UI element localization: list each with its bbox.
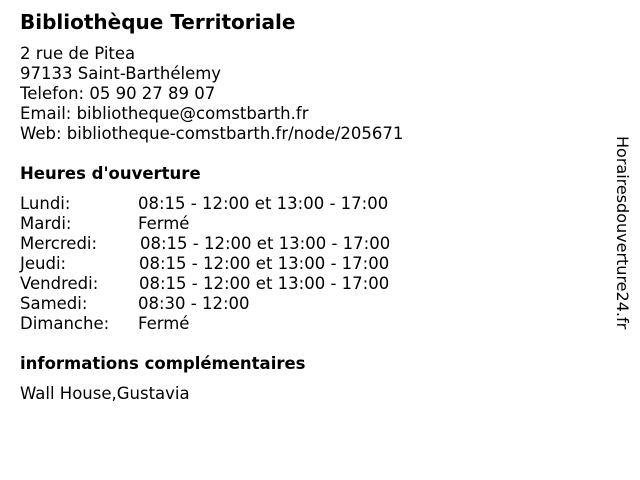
- hours-row: [20, 194, 440, 214]
- day-hours: Fermé: [138, 214, 190, 233]
- day-label: Samedi:: [20, 294, 88, 313]
- site-watermark: Horairesdouverture24.fr: [613, 136, 632, 330]
- phone-number: Telefon: 05 90 27 89 07: [20, 84, 216, 103]
- day-label: Vendredi:: [20, 274, 99, 293]
- website-address: Web: bibliotheque-comstbarth.fr/node/205671: [20, 124, 404, 143]
- info-text: Wall House,Gustavia: [20, 384, 190, 403]
- street-address: 2 rue de Pitea: [20, 44, 136, 63]
- city-address: 97133 Saint-Barthélemy: [20, 64, 222, 83]
- day-hours: Fermé: [138, 314, 190, 333]
- page-title: Bibliothèque Territoriale: [20, 10, 296, 34]
- day-hours: 08:15 - 12:00 et 13:00 - 17:00: [138, 194, 389, 213]
- hours-row: [20, 294, 440, 314]
- hours-row: [20, 234, 440, 254]
- day-label: Dimanche:: [20, 314, 110, 333]
- hours-row: [20, 254, 440, 274]
- hours-row: [20, 314, 440, 334]
- email-address: Email: bibliotheque@comstbarth.fr: [20, 104, 309, 123]
- hours-heading: Heures d'ouverture: [20, 164, 201, 183]
- info-heading: informations complémentaires: [20, 354, 306, 373]
- day-label: Jeudi:: [20, 254, 67, 273]
- day-label: Mardi:: [20, 214, 72, 233]
- day-label: Mercredi:: [20, 234, 98, 253]
- address-block: [20, 44, 403, 144]
- day-hours: 08:15 - 12:00 et 13:00 - 17:00: [140, 234, 391, 253]
- hours-table: [20, 194, 440, 334]
- day-hours: 08:30 - 12:00: [138, 294, 250, 313]
- day-hours: 08:15 - 12:00 et 13:00 - 17:00: [139, 274, 390, 293]
- day-label: Lundi:: [20, 194, 71, 213]
- hours-row: [20, 214, 440, 234]
- hours-row: [20, 274, 440, 294]
- day-hours: 08:15 - 12:00 et 13:00 - 17:00: [139, 254, 390, 273]
